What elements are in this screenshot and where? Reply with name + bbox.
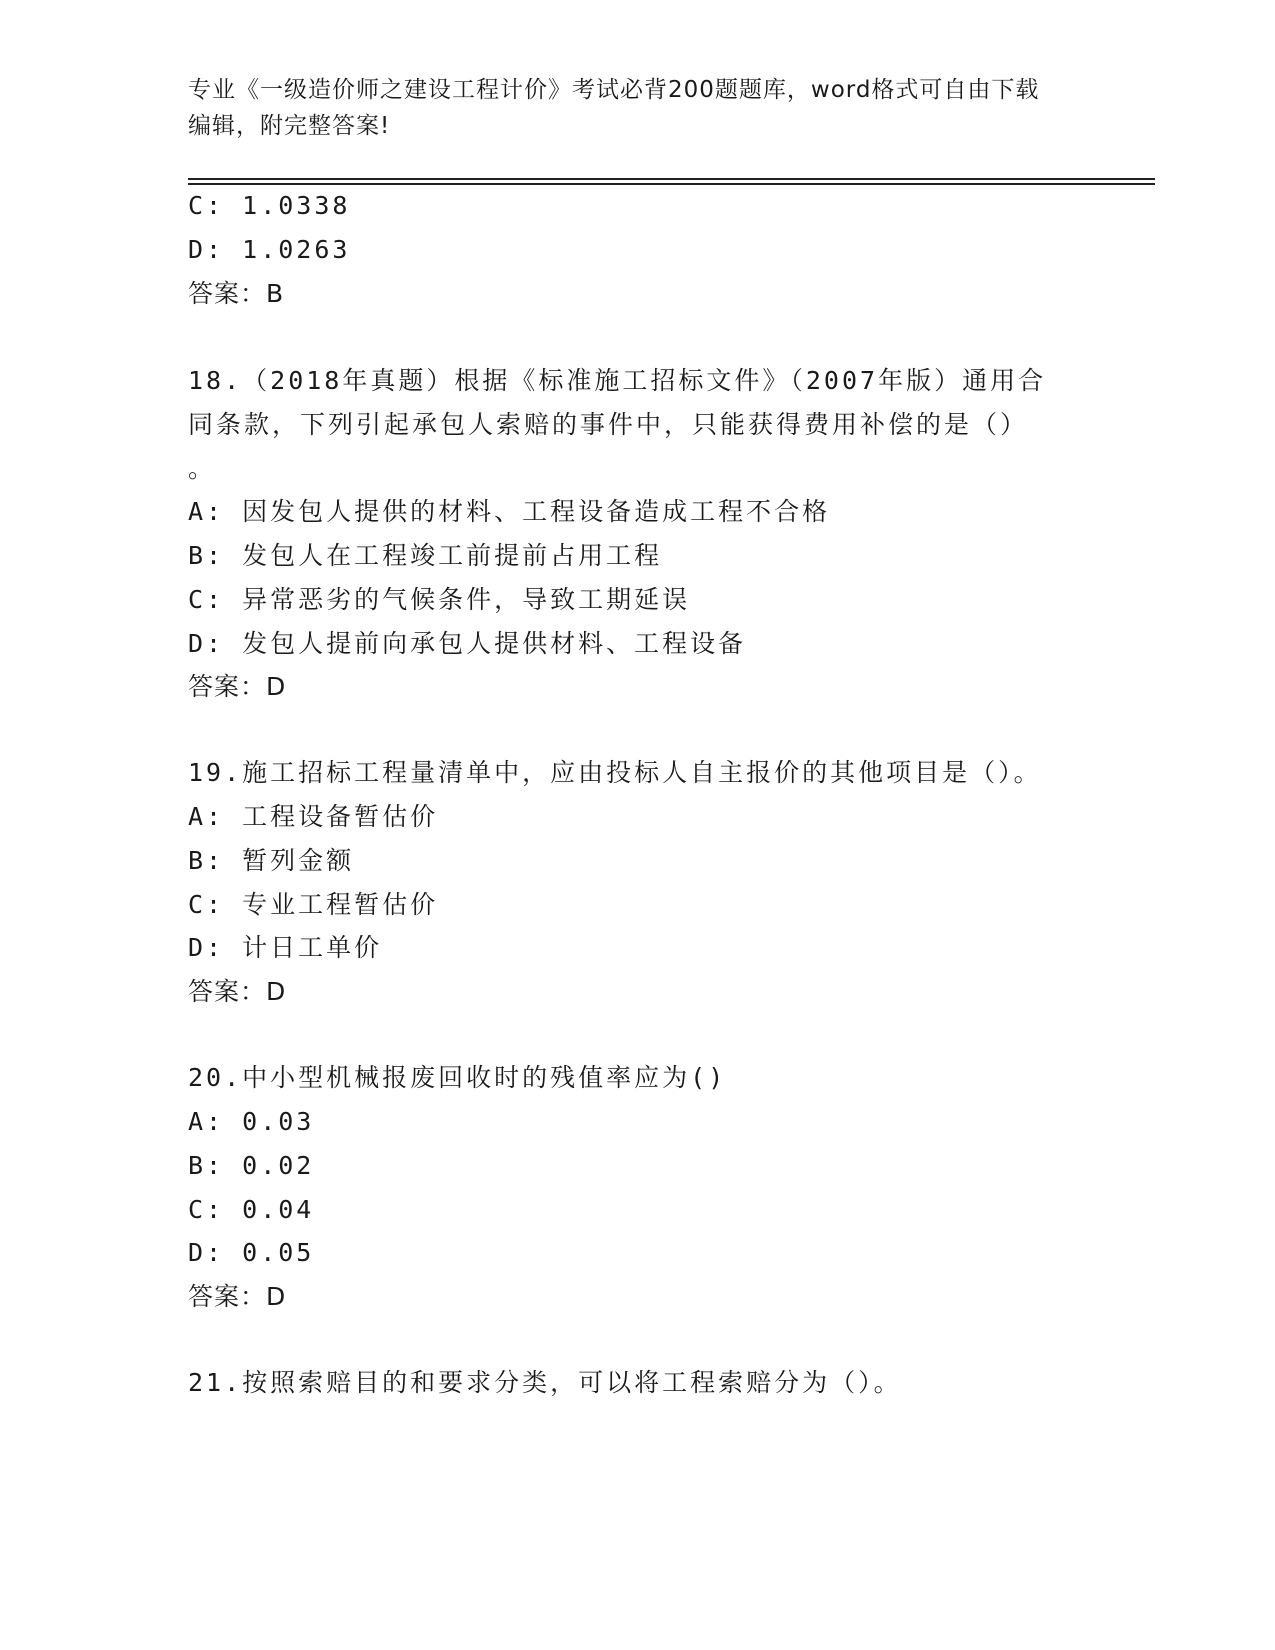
q19-stem-line-1: 19.施工招标工程量清单中，应由投标人自主报价的其他项目是（）。 [188, 758, 1042, 787]
header-line-1: 专业《一级造价师之建设工程计价》考试必背200题题库，word格式可自由下载 [188, 77, 1040, 103]
q18-stem-line-2: 同条款，下列引起承包人索赔的事件中，只能获得费用补偿的是（） [188, 410, 1029, 439]
q18-option-c: C: 异常恶劣的气候条件，导致工期延误 [188, 585, 691, 614]
q19-option-b: B: 暂列金额 [188, 846, 355, 875]
q20-answer: 答案：D [188, 1282, 287, 1311]
header-rule-top [188, 178, 1155, 180]
prev-option-c: C: 1.0338 [188, 191, 351, 220]
q19-option-a: A: 工程设备暂估价 [188, 802, 439, 831]
prev-answer: 答案：B [188, 279, 285, 308]
q18-option-d: D: 发包人提前向承包人提供材料、工程设备 [188, 629, 747, 658]
document-header [188, 72, 1088, 144]
q18-option-b: B: 发包人在工程竣工前提前占用工程 [188, 541, 663, 570]
q18-option-a: A: 因发包人提供的材料、工程设备造成工程不合格 [188, 497, 831, 526]
q21-stem-line-1: 21.按照索赔目的和要求分类，可以将工程索赔分为（）。 [188, 1368, 902, 1397]
q19-option-d: D: 计日工单价 [188, 933, 383, 962]
q18-stem-line-1: 18.（2018年真题）根据《标准施工招标文件》（2007年版）通用合 [188, 366, 1047, 395]
header-rule-bottom [188, 183, 1155, 185]
q20-stem-line-1: 20.中小型机械报废回收时的残值率应为() [188, 1063, 727, 1092]
q20-option-a: A: 0.03 [188, 1107, 315, 1136]
q20-option-b: B: 0.02 [188, 1151, 315, 1180]
prev-option-d: D: 1.0263 [188, 235, 351, 264]
q18-stem-line-3: 。 [188, 454, 217, 483]
q19-answer: 答案：D [188, 977, 287, 1006]
q19-option-c: C: 专业工程暂估价 [188, 890, 439, 919]
header-line-2: 编辑，附完整答案! [188, 113, 391, 139]
q20-option-d: D: 0.05 [188, 1238, 315, 1267]
q18-answer: 答案：D [188, 672, 287, 701]
q20-option-c: C: 0.04 [188, 1195, 315, 1224]
